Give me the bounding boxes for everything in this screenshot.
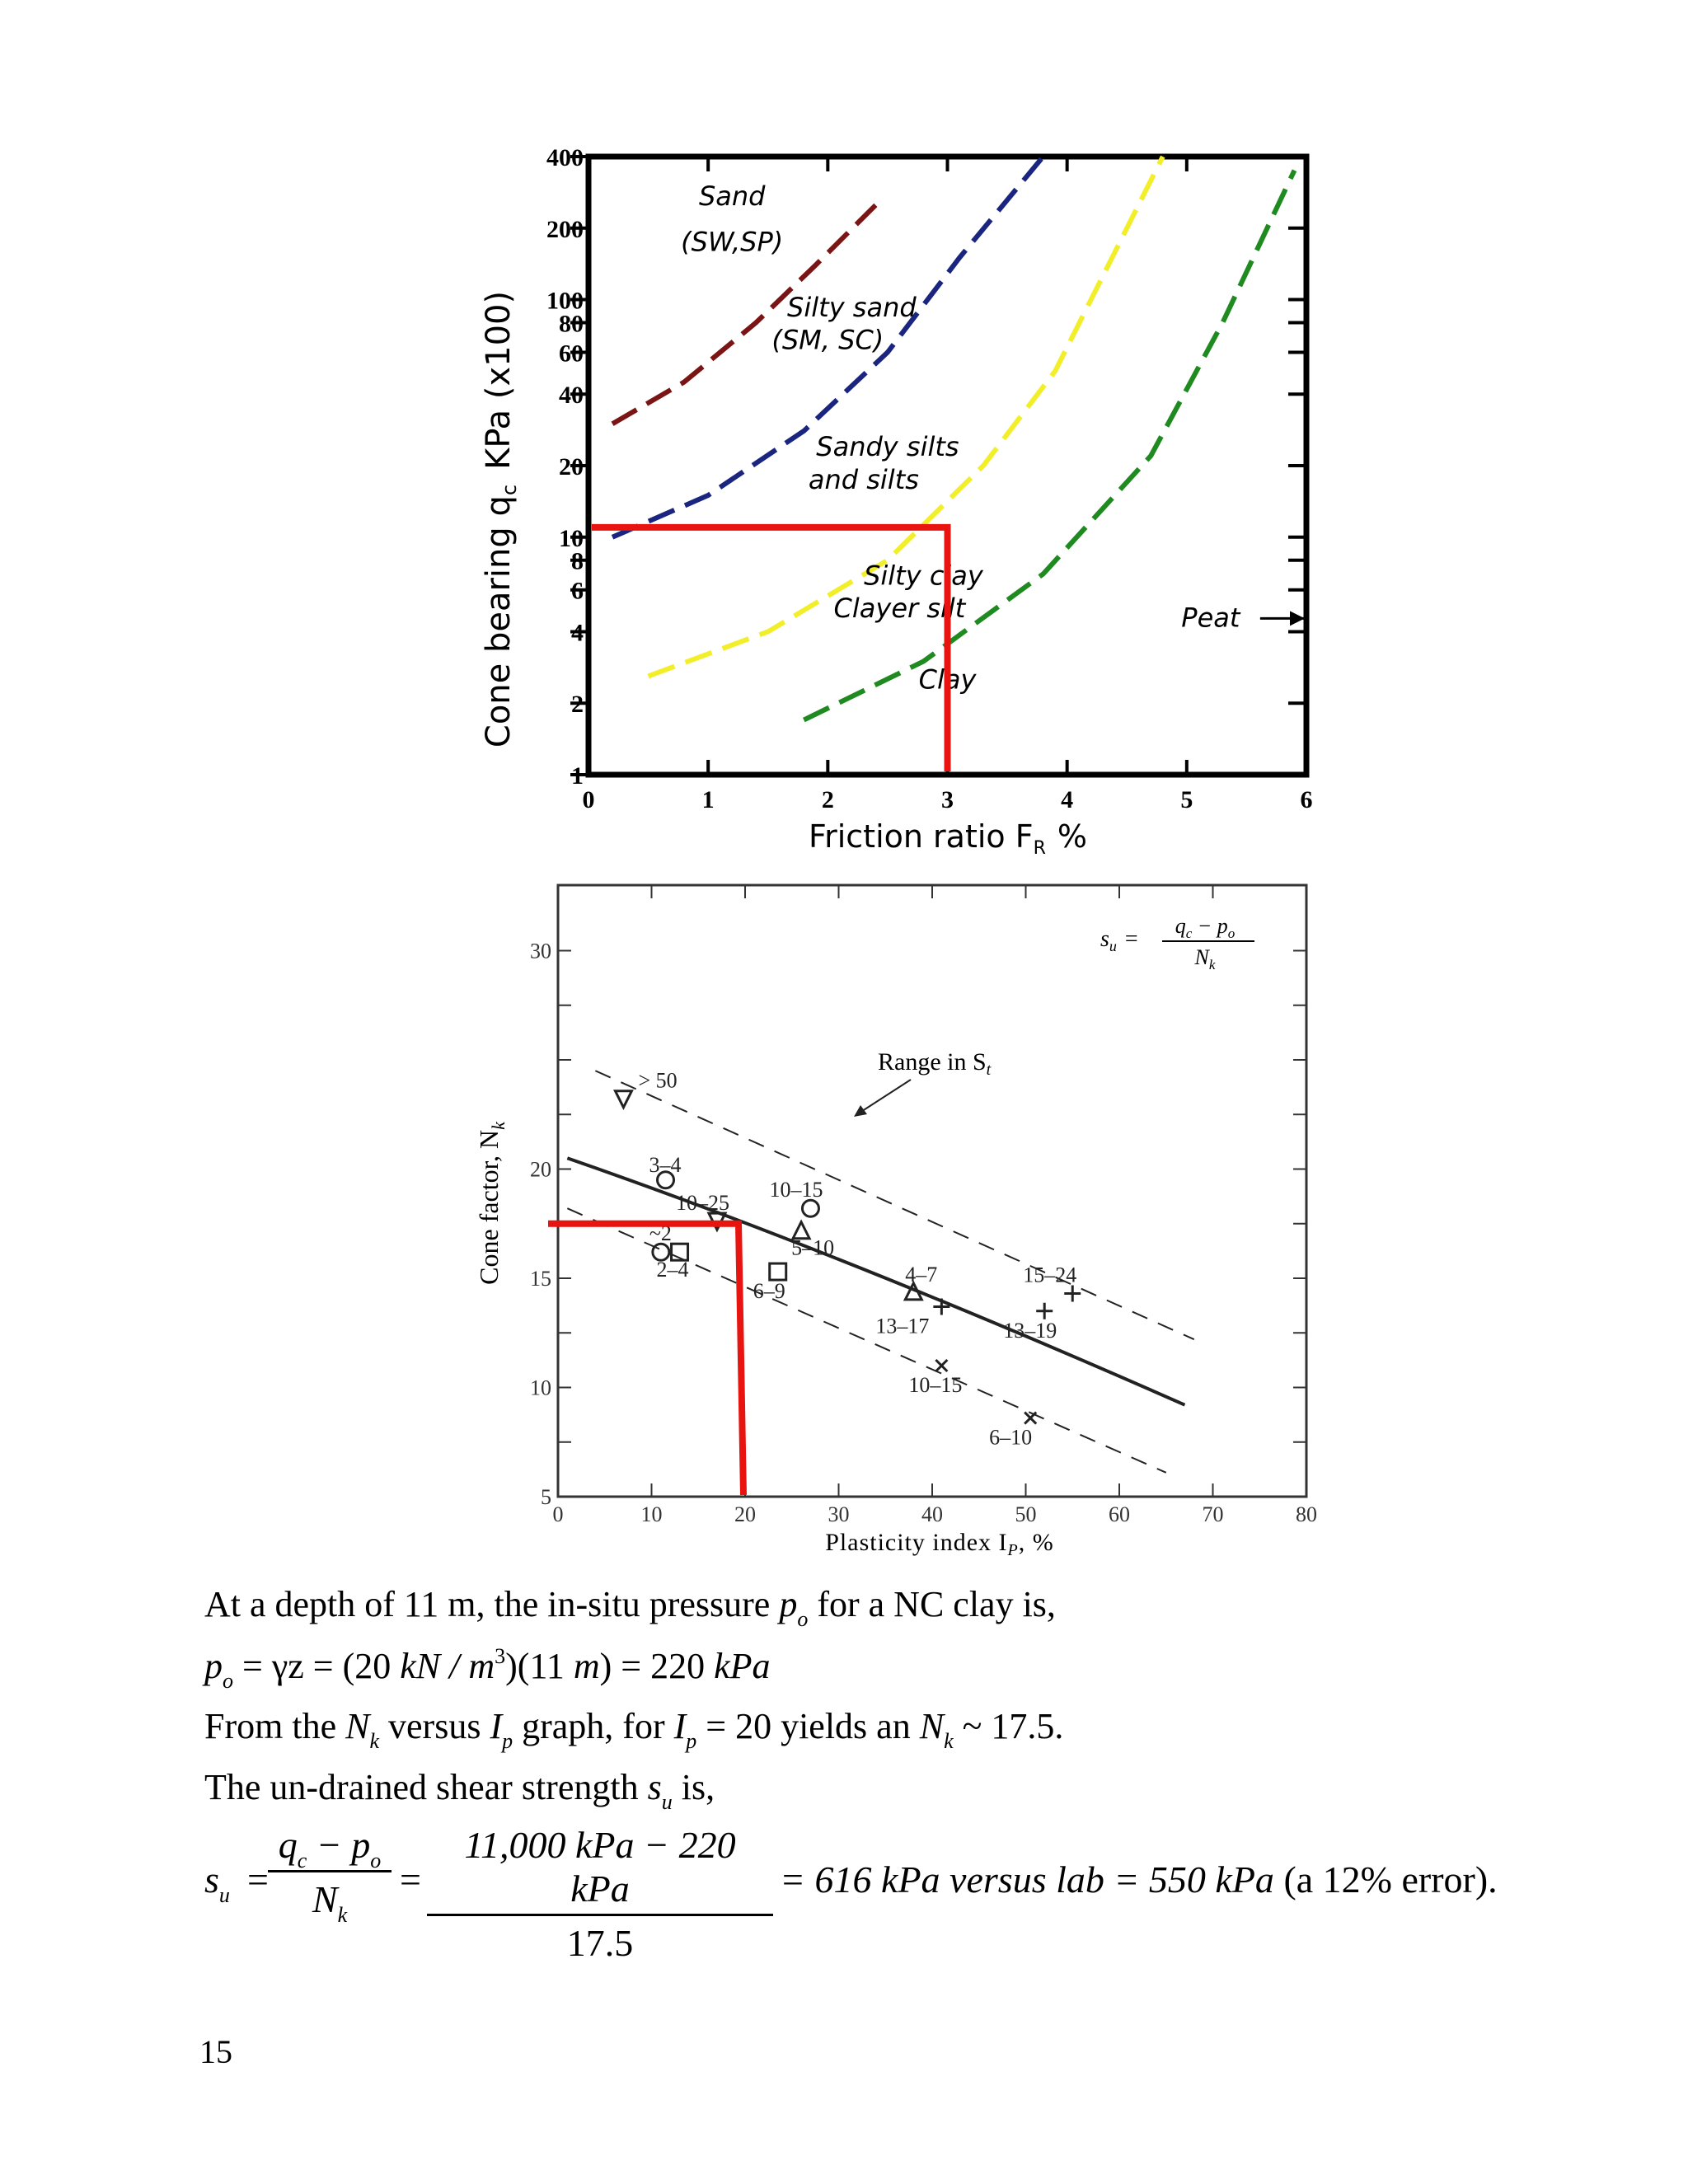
chart2-ylabel: Cone factor, $N_k$ <box>474 1122 509 1285</box>
page-number: 15 <box>199 2033 232 2070</box>
zone-label: Sandy silts <box>816 431 959 463</box>
y-tick-label: 2 <box>571 691 584 719</box>
x-tick-label: 60 <box>1109 1502 1130 1526</box>
x-tick-label: 50 <box>1015 1502 1037 1526</box>
chart2-xlabel: Plasticity index $I_P$, % <box>825 1529 1054 1559</box>
point-label: 6–9 <box>753 1279 785 1304</box>
zone-label: (SM, SC) <box>771 324 884 356</box>
svg-text:qc − po: $q_c - p_o$ <box>1175 914 1236 941</box>
y-tick-label: 80 <box>559 310 584 338</box>
zone-label: Silty clay <box>864 560 983 592</box>
y-tick-label: 10 <box>530 1376 551 1400</box>
chart1-ylabel: Cone bearing $q_cKPa$ (x100) <box>480 290 521 748</box>
x-tick-label: 5 <box>1180 786 1193 813</box>
y-tick-label: 5 <box>541 1485 551 1509</box>
soil-classification-chart <box>0 0 1688 874</box>
x-tick-label: 80 <box>1296 1502 1317 1526</box>
y-tick-label: 8 <box>571 547 584 575</box>
point-label: 10–25 <box>675 1191 729 1216</box>
point-label: 5–10 <box>791 1235 835 1260</box>
x-tick-label: 70 <box>1202 1502 1224 1526</box>
x-tick-label: 6 <box>1300 786 1313 813</box>
y-tick-label: 100 <box>546 287 584 315</box>
zone-label: Clayer silt <box>833 592 966 624</box>
zone-label: Clay <box>918 663 977 696</box>
point-label: 4–7 <box>905 1262 938 1286</box>
zone-label: Silty sand <box>787 291 917 323</box>
y-tick-label: 10 <box>559 524 584 552</box>
y-tick-label: 20 <box>559 453 584 480</box>
point-label: 13–17 <box>875 1314 930 1338</box>
equation: $s_u$ = $\frac{q_c - p_o}{N_k}$ = 11,000 kPa − 220 kPa 17.5 = 616 kPa versus lab = 550 kPa (a 12% error). <box>204 1824 1498 1964</box>
cone-factor-chart <box>0 874 1688 1615</box>
point-label: 10–15 <box>769 1178 823 1202</box>
text-line-1: At a depth of 11 m, the in-situ pressure $p_o$ for a NC clay is, <box>204 1584 1056 1631</box>
text-line-4: The un-drained shear strength $s_u$ is, <box>204 1767 715 1814</box>
svg-text:Nk: $N_k$ <box>1194 945 1216 972</box>
x-tick-label: 40 <box>921 1502 943 1526</box>
y-tick-label: 40 <box>559 382 584 410</box>
x-tick-label: 10 <box>640 1502 663 1526</box>
x-tick-label: 30 <box>828 1502 850 1526</box>
x-tick-label: 0 <box>552 1502 564 1526</box>
text-line-2: $p_o = \gamma z = (20$ kN / $m^3)(11$ m) = 220 kPa <box>204 1644 771 1693</box>
zone-label: and silts <box>808 463 919 495</box>
y-tick-label: 30 <box>530 939 551 963</box>
point-label: 15–24 <box>1023 1263 1077 1287</box>
point-label: 3–4 <box>649 1152 682 1177</box>
zone-label: (SW,SP) <box>681 226 784 258</box>
y-tick-label: 400 <box>546 144 584 171</box>
chart2-frame <box>558 885 1306 1497</box>
zone-label: Peat <box>1181 602 1240 634</box>
point-label: > 50 <box>638 1068 678 1093</box>
y-tick-label: 60 <box>559 340 584 368</box>
range-label: Range in $S_t$ <box>878 1048 992 1079</box>
y-tick-label: 1 <box>571 762 584 790</box>
point-label: 2–4 <box>656 1258 689 1282</box>
y-tick-label: 6 <box>571 577 584 605</box>
zone-label: Sand <box>698 180 766 212</box>
point-label: 6–10 <box>989 1425 1033 1450</box>
x-tick-label: 20 <box>734 1502 756 1526</box>
x-tick-label: 2 <box>821 786 834 813</box>
point-label: ~2 <box>649 1221 672 1246</box>
text-line-3: From the $N_k$ versus $I_p$ graph, for $I_p = 20$ yields an $N_k$ ~ 17.5. <box>204 1706 1064 1753</box>
x-tick-label: 3 <box>941 786 954 813</box>
y-tick-label: 20 <box>530 1157 551 1182</box>
chart1-xlabel: Friction ratio $F_R$ % <box>809 818 1087 859</box>
x-tick-label: 1 <box>701 786 715 813</box>
y-tick-label: 4 <box>571 619 584 647</box>
svg-text:su=: $s_u$ = <box>1100 926 1138 954</box>
x-tick-label: 4 <box>1061 786 1074 813</box>
point-label: 13–19 <box>1003 1318 1057 1343</box>
y-tick-label: 15 <box>530 1267 551 1291</box>
point-label: 10–15 <box>908 1373 963 1397</box>
x-tick-label: 0 <box>582 786 595 813</box>
y-tick-label: 200 <box>546 215 584 243</box>
